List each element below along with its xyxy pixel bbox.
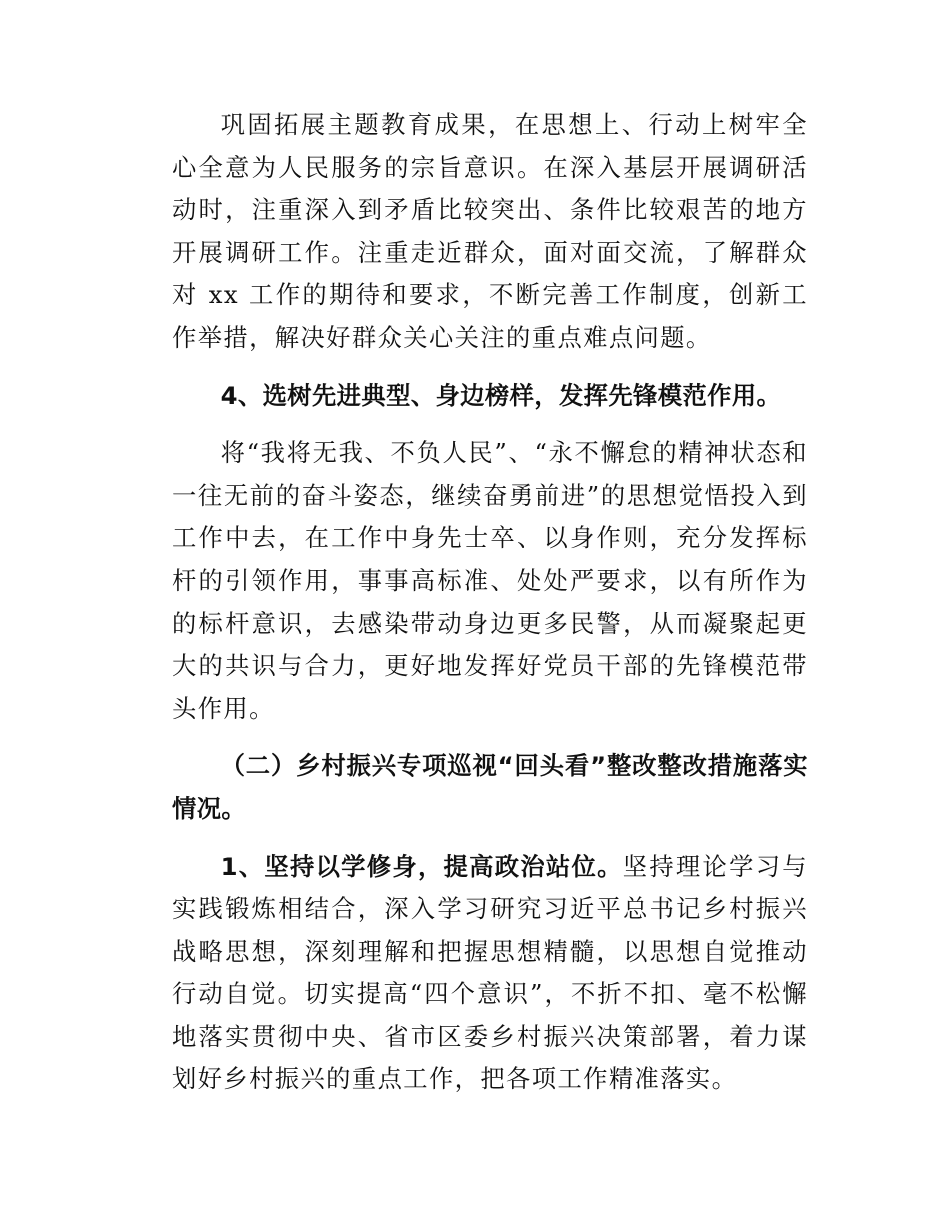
paragraph-body-text: 坚持理论学习与实践锻炼相结合，深入学习研究习近平总书记乡村振兴战略思想，深刻理解和把握思想精髓，以思想自觉推动行动自觉。切实提高“四个意识”，不折不扣、毫不松懈地落实贯彻中央、省市区委乡村振兴决策部署，着力谋划好乡村振兴的重点工作，把各项工作精准落实。 [172, 851, 808, 1094]
paragraph-pioneer-role: 将“我将无我、不负人民”、“永不懈怠的精神状态和一往无前的奋斗姿态，继续奋勇前进”的思想觉悟投入到工作中去，在工作中身先士卒、以身作则，充分发挥标杆的引领作用，事事高标准、处处严要求，以有所作为的标杆意识，去感染带动身边更多民警，从而凝聚起更大的共识与合力，更好地发挥好党员干部的先锋模范带头作用。 [172, 438, 808, 723]
paragraph-lead-heading: 1、坚持以学修身，提高政治站位。 [220, 851, 623, 881]
section-heading-rural-revitalization: （二）乡村振兴专项巡视“回头看”整改整改措施落实情况。 [172, 751, 808, 823]
paragraph-study-politics [172, 846, 808, 1102]
document-body [172, 104, 808, 1101]
heading-item-4: 4、选树先进典型、身边榜样，发挥先锋模范作用。 [220, 380, 782, 410]
paragraph-theme-education: 巩固拓展主题教育成果，在思想上、行动上树牢全心全意为人民服务的宗旨意识。在深入基层开展调研活动时，注重深入到矛盾比较突出、条件比较艰苦的地方开展调研工作。注重走近群众，面对面交流，了解群众对 xx 工作的期待和要求，不断完善工作制度，创新工作举措，解决好群众关心关注的重点难点问题。 [172, 110, 808, 352]
